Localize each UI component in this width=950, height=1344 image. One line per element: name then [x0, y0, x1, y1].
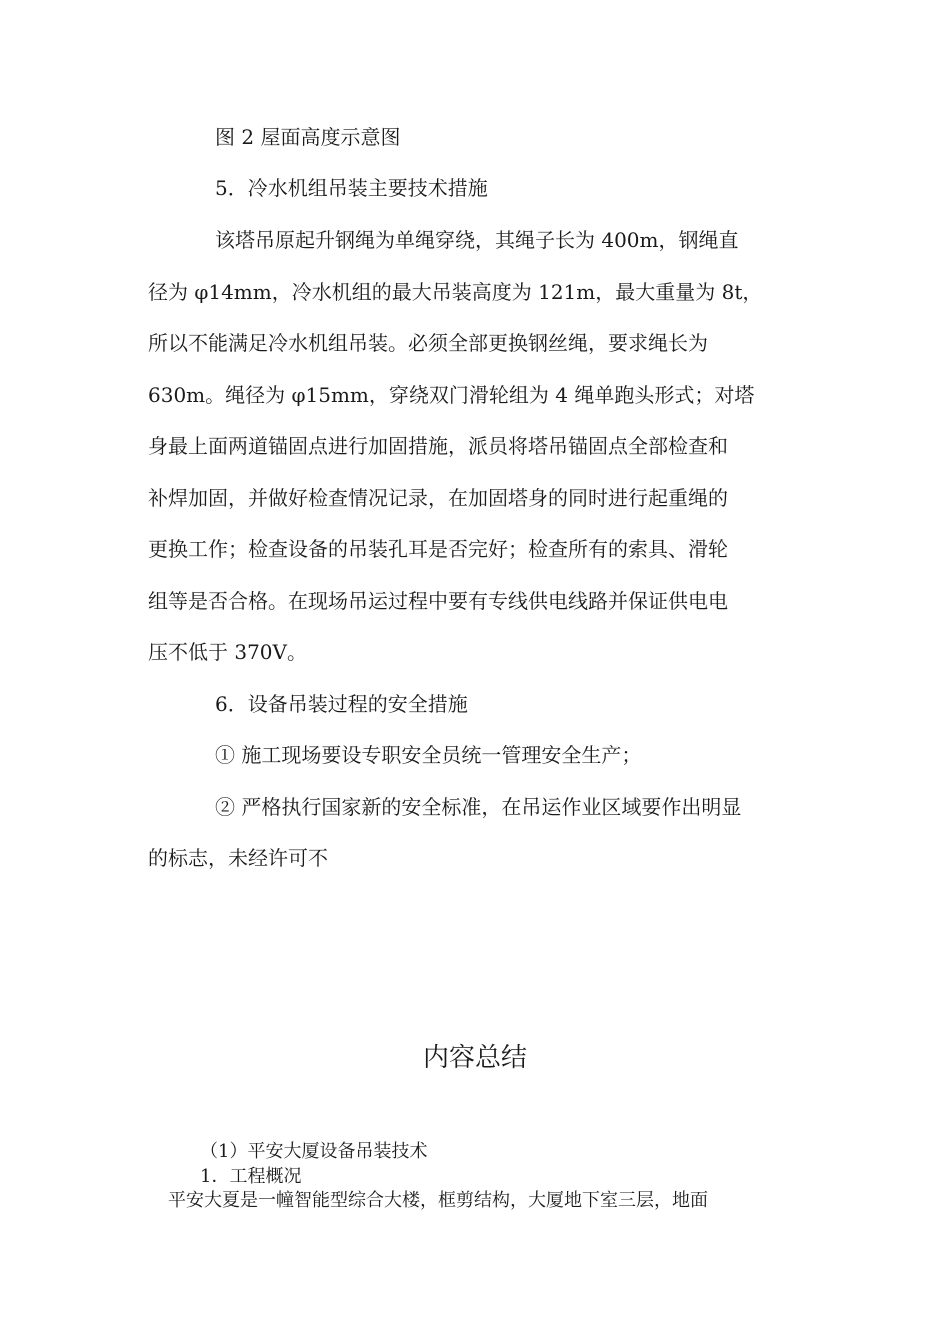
section-6-heading: 6．设备吊装过程的安全措施	[215, 692, 468, 716]
list-item: ② 严格执行国家新的安全标准，在吊运作业区域要作出明显	[215, 795, 742, 819]
paragraph-line: 压不低于 370V。	[148, 640, 307, 664]
summary-line: 平安大夏是一幢智能型综合大楼，框剪结构，大厦地下室三层，地面	[168, 1190, 708, 1211]
list-item-continuation: 的标志，未经许可不	[148, 846, 328, 870]
summary-line: （1）平安大厦设备吊装技术	[200, 1141, 428, 1162]
paragraph-line: 所以不能满足冷水机组吊装。必须全部更换钢丝绳，要求绳长为	[148, 331, 708, 355]
paragraph-line: 身最上面两道锚固点进行加固措施，派员将塔吊锚固点全部检查和	[148, 434, 728, 458]
summary-title: 内容总结	[422, 1043, 527, 1073]
paragraph-line: 组等是否合格。在现场吊运过程中要有专线供电线路并保证供电电	[148, 589, 728, 613]
paragraph-line: 补焊加固，并做好检查情况记录，在加固塔身的同时进行起重绳的	[148, 486, 728, 510]
paragraph-line: 径为 φ14mm，冷水机组的最大吊装高度为 121m，最大重量为 8t，	[148, 280, 763, 304]
figure-caption: 图 2 屋面高度示意图	[215, 125, 401, 149]
paragraph-line: 630m。绳径为 φ15mm，穿绕双门滑轮组为 4 绳单跑头形式；对塔	[148, 383, 755, 407]
list-item: ① 施工现场要设专职安全员统一管理安全生产；	[215, 743, 642, 767]
section-5-heading: 5．冷水机组吊装主要技术措施	[215, 176, 488, 200]
paragraph-line: 更换工作；检查设备的吊装孔耳是否完好；检查所有的索具、滑轮	[148, 537, 728, 561]
summary-line: 1．工程概况	[200, 1166, 302, 1187]
paragraph-line: 该塔吊原起升钢绳为单绳穿绕，其绳子长为 400m，钢绳直	[215, 228, 739, 252]
